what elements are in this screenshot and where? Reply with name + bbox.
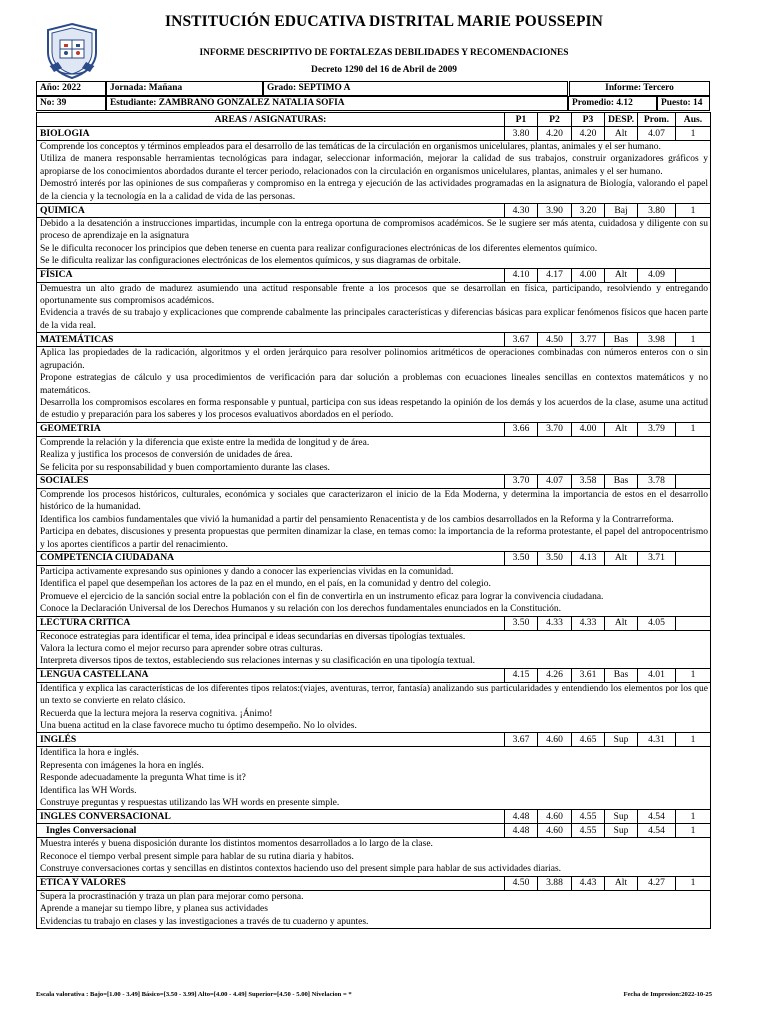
grade-desp: Bas	[605, 668, 638, 682]
subject-description	[37, 282, 711, 333]
grade-p3: 3.61	[572, 668, 605, 682]
student-number-cell: No: 39	[36, 96, 106, 111]
subject-row	[37, 474, 711, 488]
description-line: Realiza y justifica los procesos de conversión de unidades de área.	[40, 450, 293, 461]
description-line: Una buena actitud en la clase favorece mucho tu óptimo desempeño. No lo olvides.	[40, 721, 357, 732]
description-line: Evidencias tu trabajo en clases y las investigaciones a través de tu cuaderno y apuntes.	[40, 916, 369, 927]
grade-p2: 4.20	[538, 127, 572, 141]
description-line: Valora la lectura como el mejor recurso para aprender sobre otras culturas.	[40, 644, 323, 654]
subject-name: INGLÉS	[37, 733, 505, 747]
subject-name: FÍSICA	[37, 268, 505, 282]
subject-description	[37, 141, 711, 204]
grade-prom: 4.07	[638, 127, 676, 141]
subject-row	[37, 876, 711, 890]
subject-name: MATEMÁTICAS	[37, 333, 505, 347]
decree-line: Decreto 1290 del 16 de Abril de 2009	[311, 65, 457, 75]
description-row	[37, 682, 711, 733]
grade-prom: 4.05	[638, 616, 676, 630]
subject-row	[37, 733, 711, 747]
info-row-2	[36, 96, 710, 111]
subject-description	[37, 747, 711, 810]
description-line: Desarrolla los compromisos escolares en forma responsable y puntual, participa con sus ideas respetando la opinión de los demás y los acuerdos de la clase, asume una actitud de estudio y preparación para los saberes y los procesos evaluativos abordados en el período.	[40, 397, 708, 421]
subject-name: QUIMICA	[37, 204, 505, 218]
subject-name: INGLES CONVERSACIONAL	[37, 810, 505, 824]
grade-desp: Baj	[605, 204, 638, 218]
description-line: Debido a la desatención a instrucciones impartidas, incumple con la entrega oportuna de compromisos académicos. Se le sugiere ser más atenta, cuidadosa y diligente con su proceso de aprendizaje en la asignatura	[40, 219, 708, 242]
grade-aus: 1	[676, 422, 711, 436]
grade-p3: 3.58	[572, 474, 605, 488]
grade-p3: 4.43	[572, 876, 605, 890]
grade-prom: 4.01	[638, 668, 676, 682]
grades-body	[37, 113, 711, 929]
institution-name: INSTITUCIÓN EDUCATIVA DISTRITAL MARIE POUSSEPIN	[165, 13, 603, 30]
grade-aus	[676, 268, 711, 282]
description-line: Interpreta diversos tipos de textos, estableciendo sus relaciones internas y su clasificación en una tipología textual.	[40, 656, 476, 667]
grade-p3: 4.13	[572, 551, 605, 565]
header-areas: AREAS / ASIGNATURAS:	[37, 113, 505, 127]
description-row	[37, 488, 711, 551]
description-line: Reconoce el tiempo verbal present simple para hablar de su rutina diaria y habitos.	[40, 851, 354, 862]
description-line: Recuerda que la lectura mejora la reserva cognitiva. ¡Ánimo!	[40, 708, 273, 719]
subject-row	[37, 551, 711, 565]
grade-p1: 4.10	[505, 268, 538, 282]
year-cell: Año: 2022	[36, 81, 106, 96]
subject-name: SOCIALES	[37, 474, 505, 488]
description-line: Identifica las WH Words.	[40, 785, 137, 796]
subject-row	[37, 616, 711, 630]
student-name-cell: Estudiante: ZAMBRANO GONZALEZ NATALIA SOFIA	[106, 96, 568, 111]
grade-prom: 3.98	[638, 333, 676, 347]
grade-p2: 3.90	[538, 204, 572, 218]
description-row	[37, 436, 711, 474]
grades-table	[36, 112, 711, 929]
subject-name: BIOLOGIA	[37, 127, 505, 141]
description-line: Comprende los conceptos y términos empleados para el desarrollo de las temáticas de la circulación en organismos unicelulares, plantas, animales y el ser humano.	[40, 142, 661, 152]
grading-scale-note: Escala valorativa : Bajo=[1.00 - 3.49] Básico=[3.50 - 3.99] Alto=[4.00 - 4.49] Superior=[4.50 - 5.00] Nivelacion = *	[36, 991, 352, 998]
average-cell: Promedio: 4.12	[568, 96, 657, 111]
description-line: Conoce la Declaración Universal de los Derechos Humanos y su relación con los derechos fundamentales enunciados en la Constitución.	[40, 604, 562, 615]
grade-prom: 4.54	[638, 824, 676, 838]
subject-description	[37, 838, 711, 876]
report-period-cell: Informe: Tercero	[569, 81, 710, 96]
grade-p1: 3.66	[505, 422, 538, 436]
grade-p1: 4.50	[505, 876, 538, 890]
description-line: Construye preguntas y respuestas utilizando las WH words en presente simple.	[40, 798, 340, 809]
print-date: Fecha de Impresion:2022-10-25	[623, 991, 712, 998]
grade-p1: 3.70	[505, 474, 538, 488]
description-line: Identifica el papel que desempeñan los actores de la paz en el mundo, en el país, en la comunidad y dentro del colegio.	[40, 579, 491, 590]
grade-p1: 3.50	[505, 616, 538, 630]
grade-desp: Alt	[605, 268, 638, 282]
description-line: Comprende la relación y la diferencia que existe entre la medida de longitud y de área.	[40, 437, 370, 448]
grade-p1: 3.67	[505, 333, 538, 347]
subject-name: COMPETENCIA CIUDADANA	[37, 551, 505, 565]
subject-name: GEOMETRIA	[37, 422, 505, 436]
grade-aus: 1	[676, 733, 711, 747]
grade-prom: 4.27	[638, 876, 676, 890]
grade-p1: 3.67	[505, 733, 538, 747]
grade-p3: 4.65	[572, 733, 605, 747]
description-line: Construye conversaciones cortas y sencillas en distintos contextos haciendo uso del present simple para hablar de sus actividades diarias.	[40, 864, 562, 875]
grade-desp: Alt	[605, 876, 638, 890]
description-row	[37, 890, 711, 928]
description-row	[37, 838, 711, 876]
grade-p3: 4.20	[572, 127, 605, 141]
description-line: Comprende los procesos históricos, culturales, económica y sociales que caracterizaron el inicio de la Eda Moderna, y determina la importancia de estos en el desarrollo histórico de la humanidad.	[40, 489, 708, 513]
grade-aus: 1	[676, 876, 711, 890]
grade-aus: 1	[676, 824, 711, 838]
grade-prom: 4.31	[638, 733, 676, 747]
grade-aus: 1	[676, 810, 711, 824]
subject-name: LECTURA CRITICA	[37, 616, 505, 630]
grade-p3: 4.00	[572, 268, 605, 282]
description-line: Identifica la hora e inglés.	[40, 748, 139, 759]
grade-aus: 1	[676, 668, 711, 682]
grade-desp: Bas	[605, 333, 638, 347]
grade-p1: 4.15	[505, 668, 538, 682]
grade-prom: 3.78	[638, 474, 676, 488]
grade-desp: Bas	[605, 474, 638, 488]
subject-description	[37, 436, 711, 474]
description-line: Representa con imágenes la hora en inglés.	[40, 760, 204, 771]
description-row	[37, 141, 711, 204]
grade-prom: 3.71	[638, 551, 676, 565]
description-line: Reconoce estrategias para identificar el tema, idea principal e ideas secundarias en diversas tipologías textuales.	[40, 631, 466, 642]
description-line: Supera la procrastinación y traza un plan para mejorar como persona.	[40, 891, 304, 902]
grade-p2: 4.60	[538, 810, 572, 824]
grade-prom: 4.54	[638, 810, 676, 824]
subject-row	[37, 810, 711, 824]
subject-row	[37, 668, 711, 682]
grade-desp: Alt	[605, 616, 638, 630]
grade-p1: 4.48	[505, 810, 538, 824]
info-row-1	[36, 81, 710, 96]
grade-p1: 4.30	[505, 204, 538, 218]
header-desp: DESP.	[605, 113, 638, 127]
grade-p2: 4.60	[538, 733, 572, 747]
grade-aus: 1	[676, 127, 711, 141]
subject-description	[37, 218, 711, 269]
description-line: Responde adecuadamente la pregunta What time is it?	[40, 773, 246, 784]
description-row	[37, 747, 711, 810]
grade-aus	[676, 616, 711, 630]
subject-description	[37, 890, 711, 928]
description-line: Muestra interés y buena disposición durante los distintos momentos desarrollados a lo largo de la clase.	[40, 839, 433, 850]
grade-p3: 4.55	[572, 810, 605, 824]
subject-description	[37, 347, 711, 422]
grade-desp: Sup	[605, 824, 638, 838]
subject-description	[37, 488, 711, 551]
grade-p3: 4.33	[572, 616, 605, 630]
subject-row	[37, 824, 711, 838]
subject-description	[37, 682, 711, 733]
description-line: Aprende a manejar su tiempo libre, y planea sus actividades	[40, 904, 268, 915]
grade-p2: 4.26	[538, 668, 572, 682]
subject-row	[37, 204, 711, 218]
grade-p2: 3.50	[538, 551, 572, 565]
subject-name: ETICA Y VALORES	[37, 876, 505, 890]
subject-row	[37, 333, 711, 347]
grade-p3: 4.55	[572, 824, 605, 838]
grade-desp: Sup	[605, 733, 638, 747]
grade-p3: 4.00	[572, 422, 605, 436]
footer	[36, 991, 712, 998]
header-p2: P2	[538, 113, 572, 127]
subject-description	[37, 565, 711, 616]
grade-desp: Sup	[605, 810, 638, 824]
grade-p2: 4.60	[538, 824, 572, 838]
grade-aus: 1	[676, 333, 711, 347]
description-row	[37, 630, 711, 668]
description-line: Demuestra un alto grado de madurez asumiendo una actitud responsable frente a los procesos que se desarrollan en física, participando, resolviendo y entregando oportunamente sus compromisos académicos.	[40, 283, 708, 307]
description-line: Identifica y explica las características de los diferentes tipos relatos:(viajes, aventuras, terror, fantasía) analizando sus particularidades y entendiendo los elementos por los que un texto se convierte en relato clásico.	[40, 683, 708, 707]
description-row	[37, 282, 711, 333]
grade-p2: 4.50	[538, 333, 572, 347]
grade-aus: 1	[676, 204, 711, 218]
grade-p2: 4.33	[538, 616, 572, 630]
grade-p1: 3.50	[505, 551, 538, 565]
grade-p3: 3.77	[572, 333, 605, 347]
description-line: Aplica las propiedades de la radicación, algoritmos y el orden jerárquico para resolver polinomios aritméticos de operaciones combinadas con números enteros con o sin agrupación.	[40, 348, 708, 371]
grade-p2: 3.88	[538, 876, 572, 890]
description-line: Participa activamente expresando sus opiniones y dando a conocer las experiencias vividas en la comunidad.	[40, 566, 454, 577]
subject-description	[37, 630, 711, 668]
rank-cell: Puesto: 14	[657, 96, 710, 111]
description-line: Propone estrategias de cálculo y usa procedimientos de verificación para dar solución a problemas con ecuaciones lineales sencillas en contextos matemáticos y no matemáticos.	[40, 373, 708, 396]
grade-p1: 3.80	[505, 127, 538, 141]
grade-prom: 3.79	[638, 422, 676, 436]
description-line: Utiliza de manera responsable herramientas tecnológicas para indagar, seleccionar información, mejorar la calidad de sus trabajos, construir organizadores gráficos y apropiarse de los conocimientos abordados durante el tercer periodo, relacionados con la circulación en organismos unicelulares, plantas, animales y el ser humano.	[40, 154, 708, 177]
shift-cell: Jornada: Mañana	[106, 81, 263, 96]
header-p3: P3	[572, 113, 605, 127]
grade-prom: 4.09	[638, 268, 676, 282]
description-line: Promueve el ejercicio de la sanción social entre la población con el fin de convertirla en un instrumento eficaz para lograr la convivencia ciudadana.	[40, 591, 604, 602]
grade-aus	[676, 551, 711, 565]
description-line: Se felicita por su responsabilidad y buen comportamiento durante las clases.	[40, 462, 330, 473]
grades-header-row	[37, 113, 711, 127]
grade-p2: 4.17	[538, 268, 572, 282]
grade-desp: Alt	[605, 551, 638, 565]
grade-cell: Grado: SEPTIMO A	[263, 81, 568, 96]
description-row	[37, 218, 711, 269]
description-line: Participa en debates, discusiones y presenta propuestas que permiten dinamizar la clase, en temas como: la importancia de la reforma protestante, el papel del antropocentrismo y los aportes científicos a partir del renacimiento.	[40, 527, 708, 550]
grade-p1: 4.48	[505, 824, 538, 838]
description-line: Evidencia a través de su trabajo y explicaciones que comprende cabalmente las principales características y diferencias básicas para explicar fenómenos físicos que hacen parte de la vida real.	[40, 308, 708, 331]
header-p1: P1	[505, 113, 538, 127]
grade-aus	[676, 474, 711, 488]
header-aus: Aus.	[676, 113, 711, 127]
description-line: Demostró interés por las opiniones de sus compañeras y compromiso en la entrega y ejecución de las actividades programadas en la asignatura de Biología, valorando el papel de la ciencia y la tecnología en la a calidad de vida de las personas.	[40, 179, 708, 202]
grade-p2: 4.07	[538, 474, 572, 488]
subject-name: LENGUA CASTELLANA	[37, 668, 505, 682]
subject-name: Ingles Conversacional	[37, 824, 505, 838]
subject-row	[37, 127, 711, 141]
subject-row	[37, 422, 711, 436]
description-line: Identifica los cambios fundamentales que vivió la humanidad a partir del pensamiento Renacentista y de los cambios desarrollados en la Reforma y la Contrarreforma.	[40, 514, 674, 525]
grade-desp: Alt	[605, 127, 638, 141]
report-title: INFORME DESCRIPTIVO DE FORTALEZAS DEBILIDADES Y RECOMENDACIONES	[199, 48, 569, 58]
grade-desp: Alt	[605, 422, 638, 436]
description-line: Se le dificulta reconocer los principios que deben tenerse en cuenta para realizar configuraciones electrónicas de los diferentes elementos químico.	[40, 243, 598, 254]
description-line: Se le dificulta realizar las configuraciones electrónicas de los elementos químicos, y sus diagramas de orbitale.	[40, 256, 461, 267]
header-prom: Prom.	[638, 113, 676, 127]
description-row	[37, 565, 711, 616]
subject-row	[37, 268, 711, 282]
grade-prom: 3.80	[638, 204, 676, 218]
grade-p3: 3.20	[572, 204, 605, 218]
grade-p2: 3.70	[538, 422, 572, 436]
description-row	[37, 347, 711, 422]
